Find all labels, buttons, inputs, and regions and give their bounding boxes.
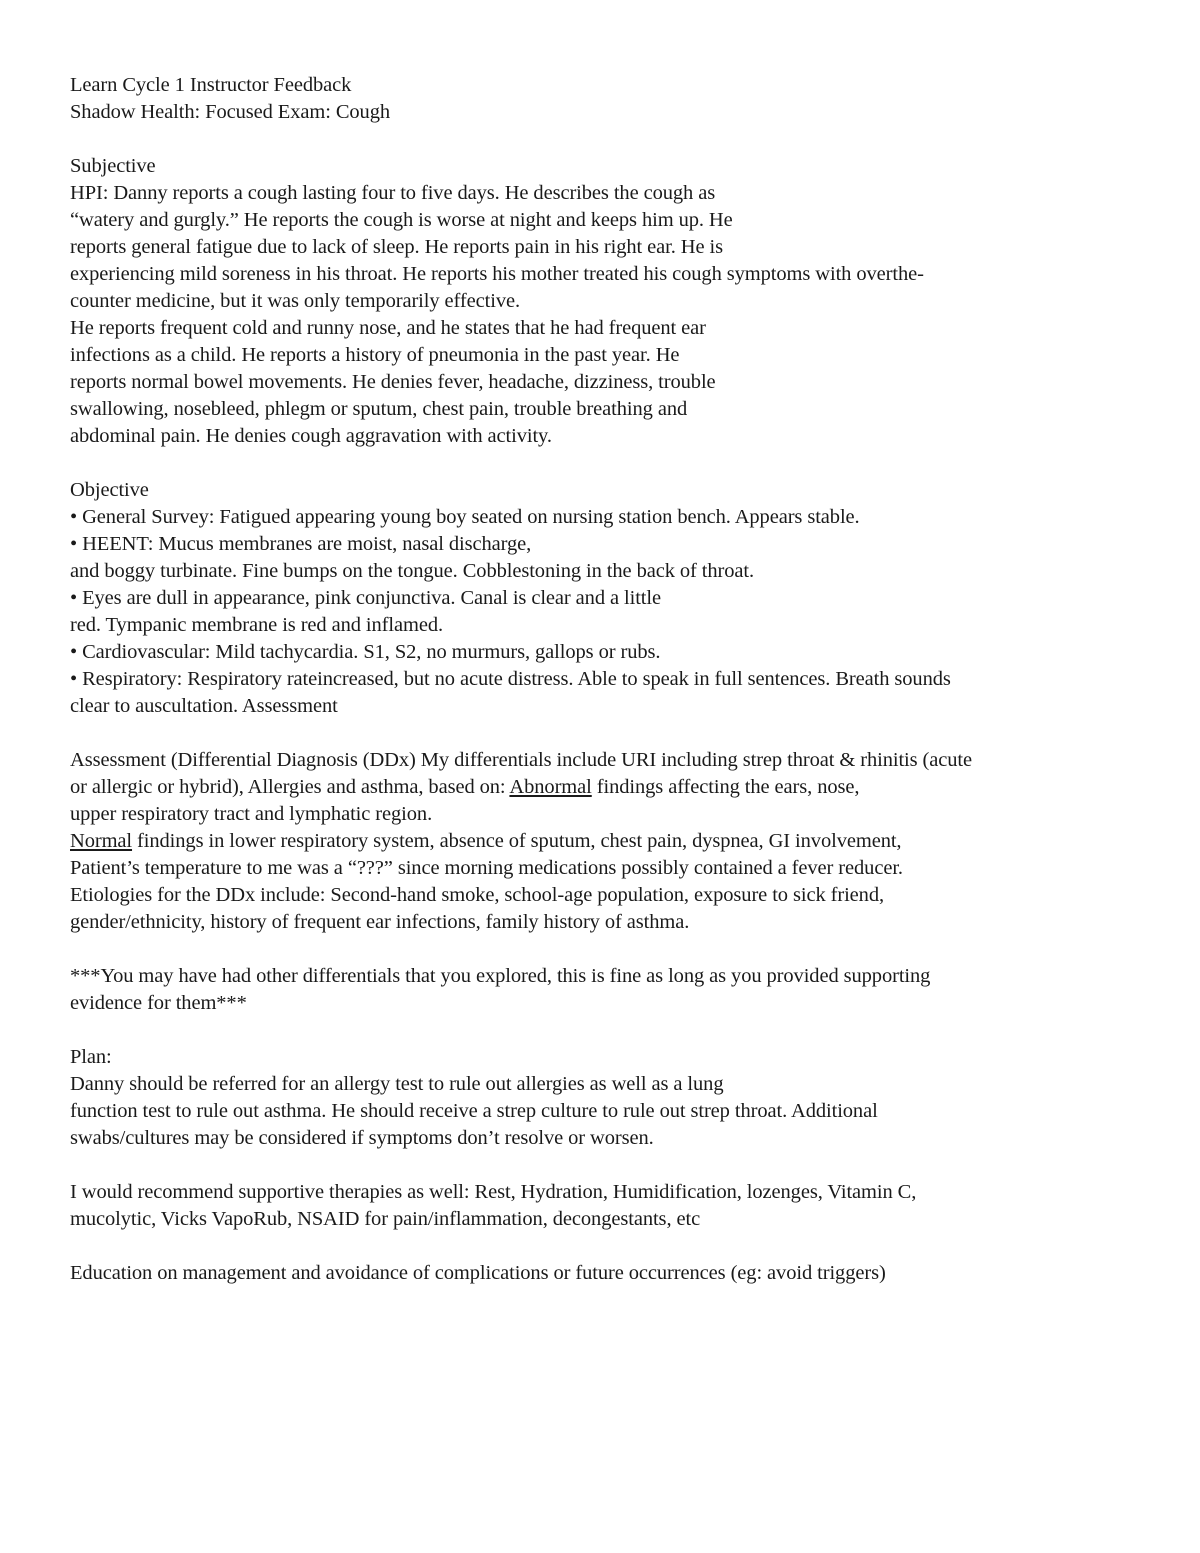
subjective-line: HPI: Danny reports a cough lasting four to five days. He describes the cough as (70, 182, 716, 204)
normal-underlined-text: Normal (70, 830, 133, 852)
subjective-line: swallowing, nosebleed, phlegm or sputum, chest pain, trouble breathing and (70, 398, 688, 420)
objective-line: • Eyes are dull in appearance, pink conjunctiva. Canal is clear and a little (70, 587, 661, 609)
spacer (70, 126, 1150, 153)
subjective-line: reports general fatigue due to lack of sleep. He reports pain in his right ear. He is (70, 236, 723, 258)
spacer (70, 936, 1150, 963)
spacer (70, 720, 1150, 747)
assessment-text: findings affecting the ears, nose, (591, 776, 860, 798)
abnormal-underlined-text: Abnormal (509, 776, 592, 798)
therapies-line: I would recommend supportive therapies as well: Rest, Hydration, Humidification, lozenges, Vitamin C, (70, 1181, 917, 1203)
objective-line: • General Survey: Fatigued appearing young boy seated on nursing station bench. Appears stable. (70, 506, 860, 528)
objective-line: • HEENT: Mucus membranes are moist, nasal discharge, (70, 533, 532, 555)
plan-line: Danny should be referred for an allergy test to rule out allergies as well as a lung (70, 1073, 724, 1095)
assessment-line: Assessment (Differential Diagnosis (DDx) My differentials include URI including strep throat & rhinitis (acute (70, 749, 973, 771)
objective-line: and boggy turbinate. Fine bumps on the tongue. Cobblestoning in the back of throat. (70, 560, 755, 582)
subjective-line: experiencing mild soreness in his throat. He reports his mother treated his cough symptoms with overthe- (70, 263, 924, 285)
note-line: evidence for them*** (70, 992, 247, 1014)
spacer (70, 1152, 1150, 1179)
subjective-line: infections as a child. He reports a history of pneumonia in the past year. He (70, 344, 680, 366)
assessment-line (70, 774, 1150, 801)
objective-line: clear to auscultation. Assessment (70, 695, 338, 717)
assessment-text: or allergic or hybrid), Allergies and asthma, based on: (70, 776, 510, 798)
spacer (70, 1017, 1150, 1044)
education-line: Education on management and avoidance of complications or future occurrences (eg: avoid triggers) (70, 1262, 886, 1284)
objective-line: • Cardiovascular: Mild tachycardia. S1, S2, no murmurs, gallops or rubs. (70, 641, 661, 663)
assessment-line: Patient’s temperature to me was a “???” since morning medications possibly contained a fever reducer. (70, 857, 903, 879)
plan-line: function test to rule out asthma. He should receive a strep culture to rule out strep throat. Additional (70, 1100, 878, 1122)
document-body (70, 72, 1150, 1287)
note-line: ***You may have had other differentials that you explored, this is fine as long as you provided supporting (70, 965, 931, 987)
assessment-line (70, 828, 1150, 855)
subjective-line: counter medicine, but it was only temporarily effective. (70, 290, 520, 312)
objective-heading: Objective (70, 479, 149, 501)
objective-line: • Respiratory: Respiratory rateincreased, but no acute distress. Able to speak in full sentences. Breath sounds (70, 668, 951, 690)
document-subtitle: Shadow Health: Focused Exam: Cough (70, 101, 391, 123)
therapies-line: mucolytic, Vicks VapoRub, NSAID for pain/inflammation, decongestants, etc (70, 1208, 701, 1230)
objective-line: red. Tympanic membrane is red and inflamed. (70, 614, 444, 636)
subjective-line: reports normal bowel movements. He denies fever, headache, dizziness, trouble (70, 371, 716, 393)
assessment-line: Etiologies for the DDx include: Second-hand smoke, school-age population, exposure to sick friend, (70, 884, 884, 906)
plan-line: swabs/cultures may be considered if symptoms don’t resolve or worsen. (70, 1127, 654, 1149)
assessment-line: gender/ethnicity, history of frequent ear infections, family history of asthma. (70, 911, 690, 933)
document-title: Learn Cycle 1 Instructor Feedback (70, 74, 352, 96)
subjective-heading: Subjective (70, 155, 156, 177)
subjective-line: abdominal pain. He denies cough aggravation with activity. (70, 425, 552, 447)
subjective-line: He reports frequent cold and runny nose, and he states that he had frequent ear (70, 317, 706, 339)
assessment-text: findings in lower respiratory system, absence of sputum, chest pain, dyspnea, GI involvement, (132, 830, 902, 852)
spacer (70, 450, 1150, 477)
spacer (70, 1233, 1150, 1260)
assessment-line: upper respiratory tract and lymphatic region. (70, 803, 433, 825)
subjective-line: “watery and gurgly.” He reports the cough is worse at night and keeps him up. He (70, 209, 733, 231)
plan-heading: Plan: (70, 1046, 112, 1068)
